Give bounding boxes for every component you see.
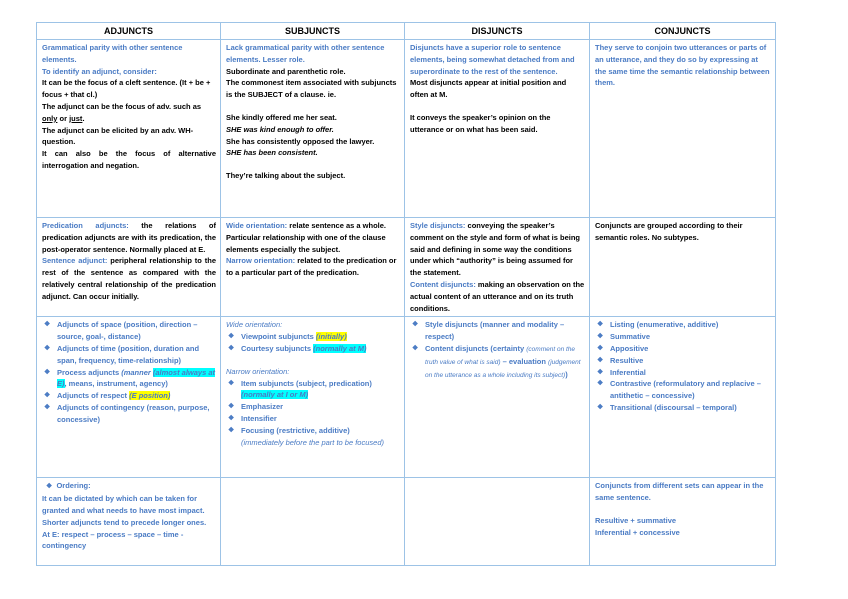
- list-item: ❖ Focusing (restrictive, additive) (immediately before the part to be focused): [228, 425, 384, 447]
- diamond-bullet-icon: ❖: [228, 333, 235, 341]
- diamond-bullet-icon: ❖: [597, 380, 604, 388]
- diamond-bullet-icon: ❖: [228, 344, 235, 352]
- grammar-comparison-table: [36, 22, 776, 566]
- diamond-bullet-icon: ❖: [597, 403, 604, 411]
- cell-conjuncts-definition: [590, 40, 776, 218]
- cell-disjuncts-ordering: [405, 478, 590, 566]
- list-item: ❖ Adjuncts of respect (E position): [44, 391, 171, 401]
- cell-conjuncts-subtypes: [590, 317, 776, 478]
- subheading: Wide orientation:: [226, 320, 283, 330]
- diamond-bullet-icon: ❖: [46, 483, 53, 491]
- table-row-types: [37, 218, 776, 317]
- cell-disjuncts-types: [405, 218, 590, 317]
- text-line: She has consistently opposed the lawyer.: [226, 136, 375, 146]
- text-block: Sentence adjunct: peripheral relationship to the rest of the sentence as compared with the relatively central relationship of the predication adjunct. Can occur initially.: [42, 256, 216, 301]
- text-line: At E: respect – process – space – time - contingency: [42, 529, 184, 551]
- text-block: Style disjuncts: conveying the speaker’s comment on the style and form of what is being said and defining in some way the conditions under which “authority” is being assumed for the statement.: [410, 221, 581, 278]
- diamond-bullet-icon: ❖: [597, 368, 604, 376]
- text-line: It can be dictated by which can be taken for granted and what needs to have most impact. Shorter adjuncts tend to precede longer ones.: [42, 494, 207, 527]
- cell-adjuncts-subtypes: [37, 317, 221, 478]
- diamond-bullet-icon: ❖: [44, 403, 51, 411]
- diamond-bullet-icon: ❖: [44, 344, 51, 352]
- list-item: ❖ Resultive: [597, 355, 644, 365]
- cell-subjuncts-definition: [221, 40, 405, 218]
- diamond-bullet-icon: ❖: [44, 392, 51, 400]
- text-line: It conveys the speaker’s opinion on the utterance or on what has been said.: [410, 112, 551, 134]
- list-item: ❖ Listing (enumerative, additive): [597, 320, 719, 330]
- header-disjuncts: DISJUNCTS: [405, 23, 590, 40]
- cell-adjuncts-ordering: [37, 478, 221, 566]
- text-line: To identify an adjunct, consider:: [42, 66, 157, 76]
- text-line: Inferential + concessive: [595, 527, 680, 537]
- text-line: SHE has been consistent.: [226, 148, 318, 158]
- text-line: Most disjuncts appear at initial position and often at M.: [410, 78, 567, 100]
- subheading: ❖ Ordering:: [46, 481, 91, 491]
- list-item: ❖ Adjuncts of time (position, duration and span, frequency, time-relationship): [44, 343, 200, 365]
- text-line: The adjunct can be the focus of adv. such as only or just.: [42, 101, 202, 123]
- diamond-bullet-icon: ❖: [44, 368, 51, 376]
- list-item: ❖ Adjuncts of contingency (reason, purpose, concessive): [44, 402, 210, 424]
- table-row-ordering: [37, 478, 776, 566]
- list-item: ❖ Emphasizer: [228, 402, 284, 412]
- subheading: Narrow orientation:: [226, 366, 290, 376]
- list-item: ❖ Item subjuncts (subject, predication) (normally at I or M): [228, 378, 372, 400]
- list-item: ❖ Content disjuncts (certainty (comment on the truth value of what is said) – evaluation (judgement on the utterance as a whole including its subject)): [412, 343, 581, 379]
- text-block: Wide orientation: relate sentence as a whole. Particular relationship with one of the clause elements especially the subject.: [226, 221, 386, 254]
- text-line: Lack grammatical parity with other sentence elements. Lesser role.: [226, 43, 385, 64]
- text-line: The commonest item associated with subjuncts is the SUBJECT of a clause. ie.: [226, 78, 397, 100]
- diamond-bullet-icon: ❖: [44, 321, 51, 329]
- header-conjuncts: CONJUNCTS: [590, 23, 776, 40]
- header-row: [37, 23, 776, 40]
- list-item: ❖ Process adjuncts (manner (almost always at E), means, instrument, agency): [44, 367, 215, 389]
- cell-adjuncts-definition: [37, 40, 221, 218]
- diamond-bullet-icon: ❖: [412, 321, 419, 329]
- table-row-definitions: [37, 40, 776, 218]
- list-item: ❖ Intensifier: [228, 413, 277, 423]
- list-item: ❖ Transitional (discoursal – temporal): [597, 402, 737, 412]
- list-item: ❖ Style disjuncts (manner and modality – respect): [412, 320, 565, 342]
- list-item: ❖ Contrastive (reformulatory and replacive – antithetic – concessive): [597, 379, 761, 401]
- cell-disjuncts-subtypes: [405, 317, 590, 478]
- list-item: ❖ Viewpoint subjuncts (initially): [228, 332, 347, 342]
- diamond-bullet-icon: ❖: [597, 356, 604, 364]
- text-line: The adjunct can be elicited by an adv. WH-question.: [42, 125, 194, 147]
- text-line: It can be the focus of a cleft sentence. (It + be + focus + that cl.): [42, 78, 211, 100]
- diamond-bullet-icon: ❖: [597, 333, 604, 341]
- diamond-bullet-icon: ❖: [228, 414, 235, 422]
- cell-subjuncts-types: [221, 218, 405, 317]
- list-item: ❖ Adjuncts of space (position, direction –source, goal-, distance): [44, 320, 198, 342]
- cell-adjuncts-types: [37, 218, 221, 317]
- text-line: Disjuncts have a superior role to sentence elements, being somewhat detached from and superordinate to the rest of the sentence.: [410, 43, 575, 76]
- text-line: It can also be the focus of alternative interrogation and negation.: [42, 149, 216, 170]
- cell-conjuncts-ordering: [590, 478, 776, 566]
- text-line: Grammatical parity with other sentence elements.: [42, 43, 183, 64]
- text-line: They serve to conjoin two utterances or parts of an utterance, and they do so by expressing at the same time the semantic relationship between them.: [595, 43, 770, 88]
- cell-subjuncts-ordering: [221, 478, 405, 566]
- text-block: Content disjuncts: making an observation on the actual content of an utterance and on its truth conditions.: [410, 279, 585, 313]
- list-item: ❖ Appositive: [597, 343, 649, 353]
- text-line: Conjuncts from different sets can appear in the same sentence.: [595, 481, 764, 503]
- text-line: Resultive + summative: [595, 515, 677, 525]
- diamond-bullet-icon: ❖: [597, 344, 604, 352]
- list-item: ❖ Courtesy subjuncts (normally at M): [228, 343, 367, 353]
- table-row-subtypes: [37, 317, 776, 478]
- list-item: ❖ Inferential: [597, 367, 646, 377]
- header-subjuncts: SUBJUNCTS: [221, 23, 405, 40]
- diamond-bullet-icon: ❖: [228, 379, 235, 387]
- cell-disjuncts-definition: [405, 40, 590, 218]
- text-line: Conjuncts are grouped according to their semantic roles. No subtypes.: [595, 221, 743, 242]
- text-line: They’re talking about the subject.: [226, 171, 346, 181]
- text-block: Narrow orientation: related to the predication or to a particular part of the predication.: [226, 256, 397, 278]
- text-line: She kindly offered me her seat.: [226, 112, 337, 122]
- text-block: Predication adjuncts: the relations of predication adjuncts are with its predication, the post-operator sentence. Normally placed at E.: [42, 221, 217, 254]
- diamond-bullet-icon: ❖: [597, 321, 604, 329]
- cell-conjuncts-types: [590, 218, 776, 317]
- diamond-bullet-icon: ❖: [228, 403, 235, 411]
- cell-subjuncts-subtypes: [221, 317, 405, 478]
- diamond-bullet-icon: ❖: [412, 344, 419, 352]
- text-line: SHE was kind enough to offer.: [226, 124, 334, 134]
- header-adjuncts: ADJUNCTS: [37, 23, 221, 40]
- list-item: ❖ Summative: [597, 332, 651, 342]
- diamond-bullet-icon: ❖: [228, 426, 235, 434]
- text-line: Subordinate and parenthetic role.: [226, 66, 346, 76]
